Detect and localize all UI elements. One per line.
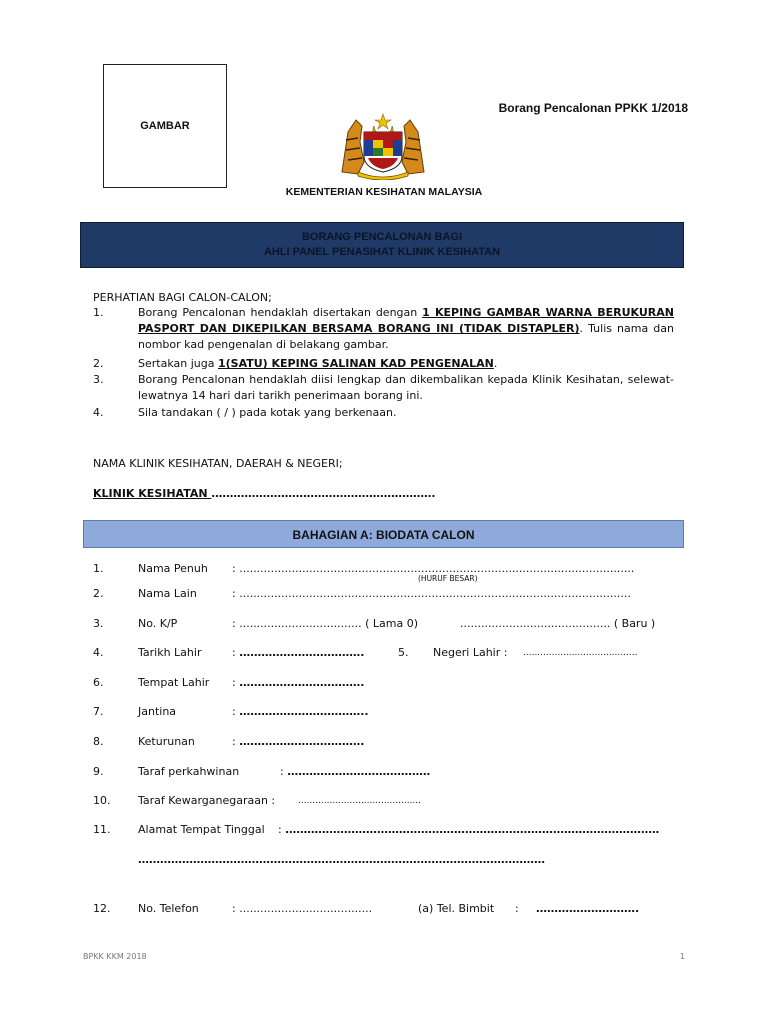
- notice-item-num: 1.: [93, 306, 104, 319]
- notice-item-text: Borang Pencalonan hendaklah disertakan dengan: [138, 306, 423, 319]
- notice-item-text: . Tulis nama dan nombor kad pengenalan di belakang gambar.: [138, 322, 674, 351]
- clinic-field-label: KLINIK KESIHATAN: [93, 487, 212, 500]
- ethnicity-field[interactable]: [232, 735, 364, 748]
- field-num: 10.: [93, 794, 111, 807]
- notice-item-num: 4.: [93, 406, 104, 419]
- citizenship-label: Taraf Kewarganegaraan :: [138, 794, 276, 807]
- other-name-field[interactable]: [232, 587, 631, 600]
- marital-status-label: Taraf perkahwinan: [138, 765, 240, 778]
- address-field-line2[interactable]: …………………………………………………………………………………………………: [138, 853, 545, 866]
- citizenship-field[interactable]: ...........................................: [298, 796, 422, 806]
- malaysia-coat-of-arms-icon: [338, 112, 428, 180]
- field-colon: :: [232, 646, 240, 659]
- field-colon: :: [280, 765, 288, 778]
- marital-status-field[interactable]: [280, 765, 430, 778]
- ic-number-label: No. K/P: [138, 617, 178, 630]
- field-colon: :: [232, 705, 240, 718]
- field-colon: :: [232, 617, 240, 630]
- form-code: Borang Pencalonan PPKK 1/2018: [498, 101, 688, 115]
- field-num: 12.: [93, 902, 111, 915]
- notice-item-4: Sila tandakan ( / ) pada kotak yang berkenaan.: [138, 406, 397, 419]
- ethnicity-label: Keturunan: [138, 735, 195, 748]
- field-colon: :: [232, 587, 240, 600]
- photo-box-label: GAMBAR: [140, 120, 190, 132]
- birth-place-label: Tempat Lahir: [138, 676, 210, 689]
- clinic-field[interactable]: [93, 486, 436, 502]
- notice-item-emphasis: 1(SATU) KEPING SALINAN KAD PENGENALAN: [217, 357, 494, 370]
- birth-state-label: Negeri Lahir :: [433, 646, 508, 659]
- form-title-banner: [80, 222, 684, 268]
- page-number: 1: [680, 952, 686, 961]
- notice-item-3: Borang Pencalonan hendaklah diisi lengkap dan dikembalikan kepada Klinik Kesihatan, selewat-lewatnya 14 hari dari tarikh penerimaan borang ini.: [138, 373, 674, 402]
- birth-state-field[interactable]: ........................................: [523, 648, 638, 658]
- field-num: 2.: [93, 587, 104, 600]
- field-colon: :: [232, 902, 240, 915]
- ic-new-label: ( Baru ): [613, 617, 656, 630]
- field-dots: …………………………….: [239, 735, 365, 748]
- ic-new-field[interactable]: [460, 617, 655, 630]
- footer-left: BPKK KKM 2018: [83, 952, 147, 961]
- full-name-label: Nama Penuh: [138, 562, 208, 575]
- field-dots: …………………………….: [239, 676, 365, 689]
- ic-old-field[interactable]: [232, 617, 418, 630]
- field-num: 8.: [93, 735, 104, 748]
- field-num: 9.: [93, 765, 104, 778]
- field-colon: :: [232, 676, 240, 689]
- field-dots: ……………………………..: [239, 705, 369, 718]
- notice-item-emphasis: 1 KEPING GAMBAR WARNA BERUKURAN PASPORT DAN DIKEPILKAN BERSAMA BORANG INI (TIDAK DISTAPLER): [138, 306, 674, 335]
- field-dots: ................................................................................................................: [239, 587, 631, 600]
- phone-field[interactable]: [232, 902, 372, 915]
- form-title-line1: BORANG PENCALONAN BAGI: [301, 231, 463, 243]
- form-title-line2: AHLI PANEL PENASIHAT KLINIK KESIHATAN: [263, 246, 501, 258]
- gender-field[interactable]: [232, 705, 369, 718]
- mobile-colon: :: [515, 902, 519, 915]
- gender-label: Jantina: [138, 705, 177, 718]
- ic-old-label: ( Lama 0): [365, 617, 418, 630]
- field-num: 4.: [93, 646, 104, 659]
- clinic-label: NAMA KLINIK KESIHATAN, DAERAH & NEGERI;: [93, 457, 343, 470]
- notice-item-num: 3.: [93, 373, 104, 386]
- clinic-field-dots: …………………………………………………….: [211, 487, 436, 500]
- field-dots: ...........................................: [460, 617, 614, 630]
- field-num: 11.: [93, 823, 111, 836]
- field-dots: ...................................: [239, 617, 366, 630]
- field-dots: .................................................................................................................: [239, 562, 635, 575]
- field-dots: …………………………….: [239, 646, 365, 659]
- notice-item-1: [138, 305, 674, 353]
- field-num: 1.: [93, 562, 104, 575]
- section-a-banner: BAHAGIAN A: BIODATA CALON: [83, 520, 684, 548]
- field-num: 5.: [398, 646, 409, 659]
- birth-place-field[interactable]: [232, 676, 364, 689]
- address-label: Alamat Tempat Tinggal: [138, 823, 265, 836]
- field-dots: …………………………………………………………………………………………: [285, 823, 660, 836]
- field-dots: ......................................: [239, 902, 373, 915]
- birth-date-field[interactable]: [232, 646, 364, 659]
- notice-item-num: 2.: [93, 357, 104, 370]
- birth-date-label: Tarikh Lahir: [138, 646, 202, 659]
- notice-item-text: Sertakan juga: [138, 357, 218, 370]
- notice-item-text: .: [493, 357, 498, 370]
- other-name-label: Nama Lain: [138, 587, 197, 600]
- mobile-field[interactable]: ……………………….: [536, 902, 640, 915]
- field-colon: :: [232, 562, 240, 575]
- phone-label: No. Telefon: [138, 902, 199, 915]
- field-dots: …………………………………: [287, 765, 431, 778]
- field-num: 3.: [93, 617, 104, 630]
- uppercase-note: (HURUF BESAR): [418, 574, 478, 583]
- ministry-name: KEMENTERIAN KESIHATAN MALAYSIA: [285, 186, 483, 198]
- notice-item-2: [138, 356, 674, 372]
- field-colon: :: [278, 823, 286, 836]
- photo-box: [103, 64, 227, 188]
- address-field-line1[interactable]: [278, 823, 659, 836]
- mobile-label: (a) Tel. Bimbit: [418, 902, 495, 915]
- notice-heading: PERHATIAN BAGI CALON-CALON;: [93, 291, 272, 304]
- field-num: 7.: [93, 705, 104, 718]
- field-num: 6.: [93, 676, 104, 689]
- field-colon: :: [232, 735, 240, 748]
